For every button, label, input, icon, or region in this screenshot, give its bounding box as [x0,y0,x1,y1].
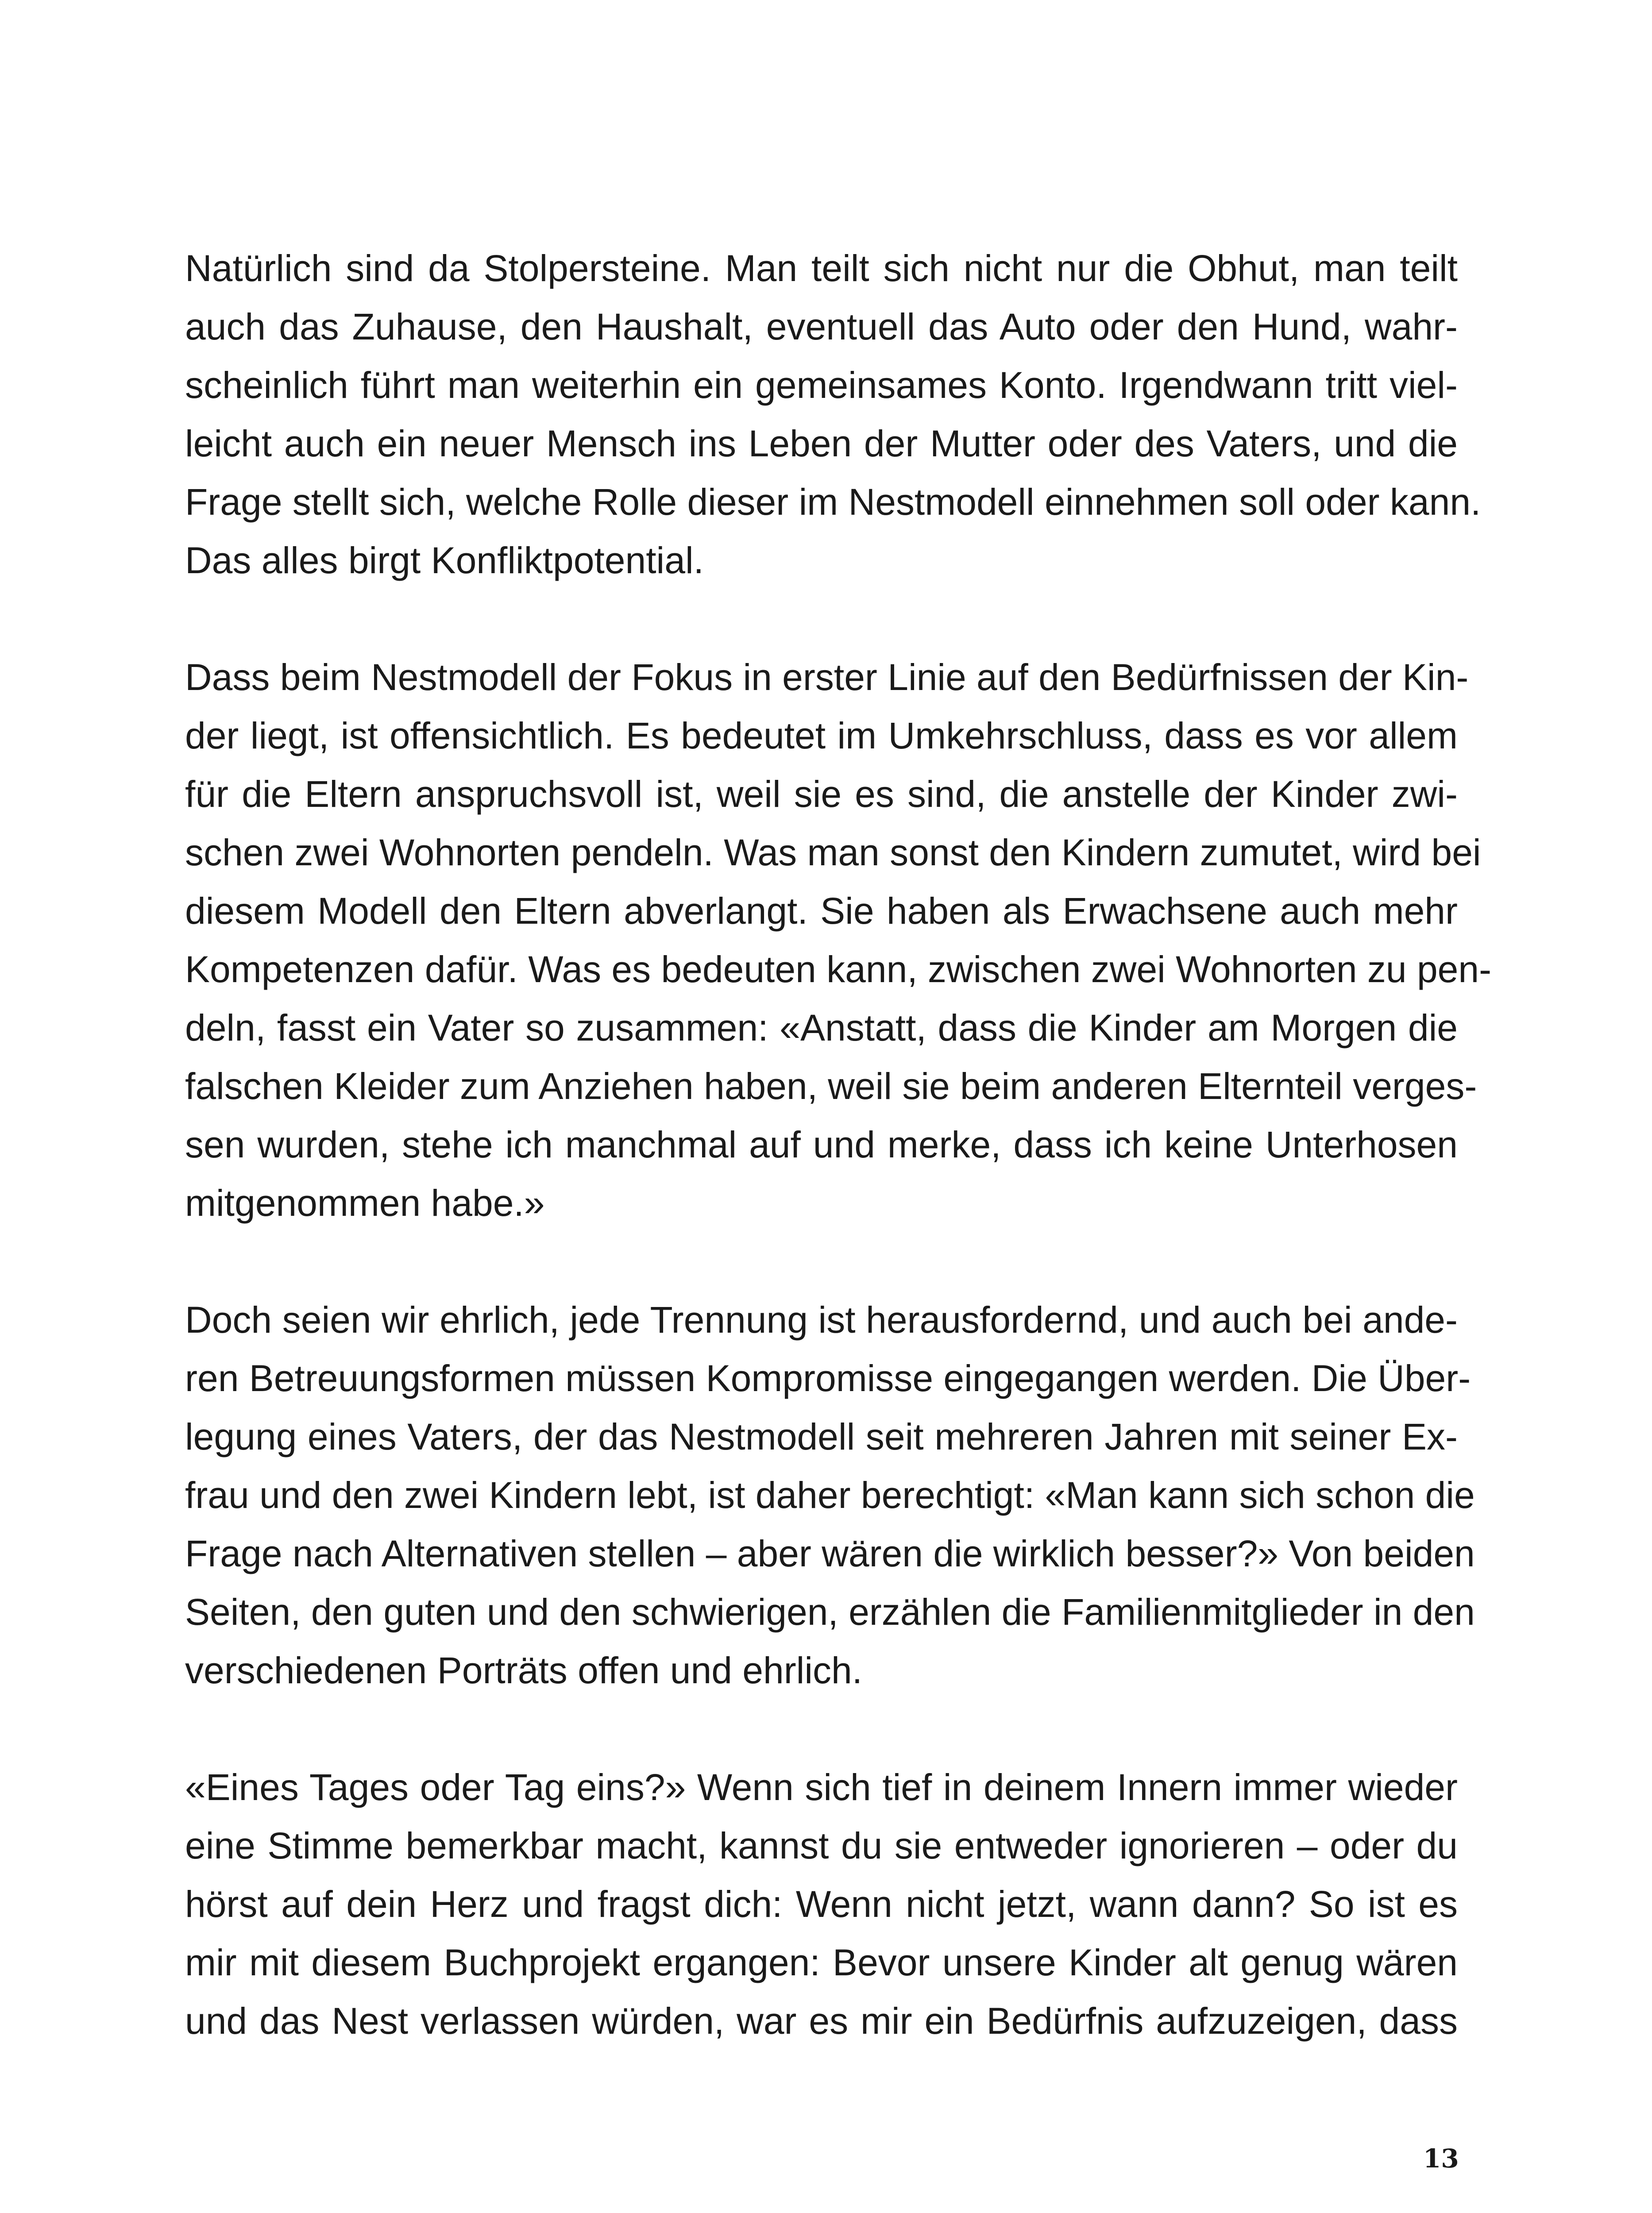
text-line: hörst auf dein Herz und fragst dich: Wenn nicht jetzt, wann dann? So ist es [185,1883,1458,1925]
text-line: deln, fasst ein Vater so zusammen: «Anstatt, dass die Kinder am Morgen die [185,1007,1458,1049]
text-line: Frage nach Alternativen stellen – aber wären die wirklich besser?» Von beiden [185,1533,1475,1574]
text-line: Seiten, den guten und den schwierigen, erzählen die Familienmitglieder in den [185,1591,1475,1633]
text-line: ren Betreuungsformen müssen Kompromisse eingegangen werden. Die Über- [185,1357,1471,1399]
text-line: frau und den zwei Kindern lebt, ist daher berechtigt: «Man kann sich schon die [185,1474,1475,1516]
paragraph-buchprojekt [185,1758,1458,2050]
body-text [185,239,1492,2109]
text-line: mitgenommen habe.» [185,1182,545,1224]
text-line: Dass beim Nestmodell der Fokus in erster Linie auf den Bedürfnissen der Kin- [185,656,1469,698]
text-line: Frage stellt sich, welche Rolle dieser im Nestmodell einnehmen soll oder kann. [185,481,1481,523]
page-number: 13 [1423,2144,1459,2174]
text-line: eine Stimme bemerkbar macht, kannst du sie entweder ignorieren – oder du [185,1825,1458,1866]
text-line: leicht auch ein neuer Mensch ins Leben der Mutter oder des Vaters, und die [185,423,1458,464]
paragraph-trennung [185,1291,1475,1700]
text-line: der liegt, ist offensichtlich. Es bedeutet im Umkehrschluss, dass es vor allem [185,715,1458,756]
text-line: für die Eltern anspruchsvoll ist, weil sie es sind, die anstelle der Kinder zwi- [185,773,1458,815]
text-line: scheinlich führt man weiterhin ein gemeinsames Konto. Irgendwann tritt viel- [185,364,1458,406]
text-line: auch das Zuhause, den Haushalt, eventuell das Auto oder den Hund, wahr- [185,306,1458,347]
text-line: verschiedenen Porträts offen und ehrlich. [185,1650,863,1691]
text-line: schen zwei Wohnorten pendeln. Was man sonst den Kindern zumutet, wird bei [185,832,1481,873]
text-line: legung eines Vaters, der das Nestmodell seit mehreren Jahren mit seiner Ex- [185,1416,1458,1457]
text-line: und das Nest verlassen würden, war es mir ein Bedürfnis aufzuzeigen, dass [185,2000,1458,2042]
paragraph-fokus-kinder [185,648,1492,1232]
text-line: «Eines Tages oder Tag eins?» Wenn sich tief in deinem Innern immer wieder [185,1766,1458,1808]
text-line: sen wurden, stehe ich manchmal auf und merke, dass ich keine Unterhosen [185,1124,1458,1165]
text-line: Natürlich sind da Stolpersteine. Man teilt sich nicht nur die Obhut, man teilt [185,247,1458,289]
text-line: Kompetenzen dafür. Was es bedeuten kann, zwischen zwei Wohnorten zu pen- [185,948,1492,990]
paragraph-stolpersteine [185,239,1481,590]
text-line: falschen Kleider zum Anziehen haben, weil sie beim anderen Elternteil verges- [185,1065,1477,1107]
text-line: diesem Modell den Eltern abverlangt. Sie haben als Erwachsene auch mehr [185,890,1458,932]
text-line: Doch seien wir ehrlich, jede Trennung ist herausfordernd, und auch bei ande- [185,1299,1458,1341]
text-line: mir mit diesem Buchprojekt ergangen: Bevor unsere Kinder alt genug wären [185,1942,1458,1983]
text-line: Das alles birgt Konfliktpotential. [185,540,704,581]
